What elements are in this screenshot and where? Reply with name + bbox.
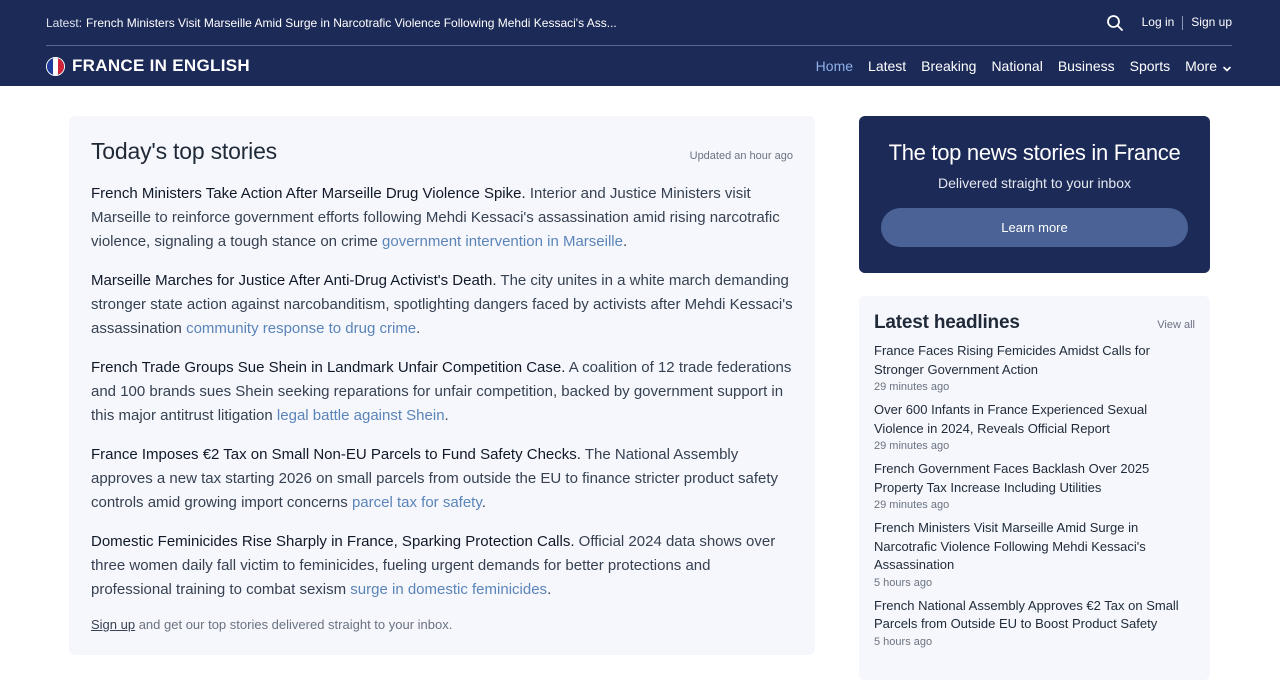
list-item xyxy=(874,519,1195,591)
brand-name: FRANCE IN ENGLISH xyxy=(72,56,250,75)
promo-subtitle: Delivered straight to your inbox xyxy=(938,175,1131,191)
french-flag-icon xyxy=(46,57,65,76)
list-item xyxy=(874,597,1195,650)
nav-more-dropdown[interactable] xyxy=(1185,58,1232,74)
newsletter-promo xyxy=(859,116,1210,273)
promo-title: The top news stories in France xyxy=(888,140,1181,165)
story-headline: Marseille Marches for Justice After Anti-Drug Activist's Death. xyxy=(91,272,497,289)
latest-headline-link[interactable]: France Faces Rising Femicides Amidst Calls for Stronger Government Action xyxy=(874,343,1150,377)
nav-national[interactable]: National xyxy=(991,58,1043,74)
site-header xyxy=(0,0,1280,86)
newsletter-signup-link[interactable]: Sign up xyxy=(91,617,136,632)
list-item xyxy=(874,342,1195,395)
signup-link[interactable]: Sign up xyxy=(1191,15,1232,30)
auth-divider xyxy=(1182,16,1183,30)
latest-headlines-header xyxy=(874,312,1195,334)
story-item: Marseille Marches for Justice After Anti-Drug Activist's Death. The city unites in a white march demanding stronger state action against narcobanditism, spotlighting dangers faced by activists after Mehdi Kessaci's assassination community response to drug crime. xyxy=(91,272,793,337)
nav-latest[interactable]: Latest xyxy=(868,58,907,74)
latest-headlines-panel xyxy=(859,296,1210,680)
ticker-headline[interactable]: French Ministers Visit Marseille Amid Surge in Narcotrafic Violence Following Mehdi Kessaci's Ass... xyxy=(86,15,617,30)
nav-home[interactable]: Home xyxy=(815,58,854,74)
latest-headlines-title: Latest headlines xyxy=(874,312,1020,333)
top-stories-panel xyxy=(69,116,815,655)
top-bar xyxy=(46,0,1232,46)
story-link[interactable]: surge in domestic feminicides xyxy=(350,581,548,598)
auth-links xyxy=(1142,15,1232,30)
nav-business[interactable]: Business xyxy=(1057,58,1115,74)
primary-nav xyxy=(816,58,1232,74)
nav-more-label: More xyxy=(1185,58,1217,74)
latest-headline-time: 5 hours ago xyxy=(874,576,933,589)
story-body: The National Assembly approves a new tax starting 2026 on small parcels from outside the EU to finance stricter product safety controls amid growing import concerns xyxy=(91,446,779,511)
ticker-label: Latest: xyxy=(46,15,83,30)
story-headline: French Ministers Take Action After Marseille Drug Violence Spike. xyxy=(91,185,526,202)
latest-headline-time: 29 minutes ago xyxy=(874,440,950,452)
story-body: Official 2024 data shows over three women daily fall victim to feminicides, fueling urgent demands for better protections and professional training to combat sexism xyxy=(91,533,776,598)
story-headline: French Trade Groups Sue Shein in Landmark Unfair Competition Case. xyxy=(91,359,566,376)
story-item: French Ministers Take Action After Marseille Drug Violence Spike. Interior and Justice Ministers visit Marseille to reinforce government efforts following Mehdi Kessaci's assassination amid rising narcotrafic violence, signaling a tough stance on crime government intervention in Marseille. xyxy=(91,185,780,250)
main-nav-bar xyxy=(46,46,1232,86)
story-body: Interior and Justice Ministers visit Marseille to reinforce government efforts following Mehdi Kessaci's assassination amid rising narcotrafic violence, signaling a tough stance on crime xyxy=(91,185,780,250)
learn-more-button[interactable]: Learn more xyxy=(881,208,1188,247)
top-actions xyxy=(1106,14,1232,32)
story-body: A coalition of 12 trade federations and 100 brands sues Shein seeking reparations for unfair competition, backed by government support in this major antitrust litigation xyxy=(91,359,792,424)
nav-sports[interactable]: Sports xyxy=(1129,58,1171,74)
updated-timestamp: Updated an hour ago xyxy=(689,150,793,162)
chevron-down-icon xyxy=(1222,61,1232,71)
nav-breaking[interactable]: Breaking xyxy=(921,58,977,74)
latest-headline-link[interactable]: French Ministers Visit Marseille Amid Surge in Narcotrafic Violence Following Mehdi Kessaci's Assassination xyxy=(874,520,1146,572)
login-link[interactable]: Log in xyxy=(1141,15,1175,30)
newsletter-signup-text: and get our top stories delivered straight to your inbox. xyxy=(135,617,453,632)
latest-headline-time: 29 minutes ago xyxy=(874,381,950,393)
latest-headline-time: 5 hours ago xyxy=(874,635,933,648)
latest-headline-link[interactable]: Over 600 Infants in France Experienced Sexual Violence in 2024, Reveals Official Report xyxy=(874,402,1148,436)
latest-ticker[interactable] xyxy=(46,16,617,30)
top-stories-title: Today's top stories xyxy=(91,138,277,164)
site-logo[interactable] xyxy=(46,56,250,76)
story-link[interactable]: government intervention in Marseille xyxy=(382,233,623,250)
list-item xyxy=(874,401,1195,454)
story-body: The city unites in a white march demanding stronger state action against narcobanditism, spotlighting dangers faced by activists after Mehdi Kessaci's assassination xyxy=(91,272,793,337)
latest-headline-link[interactable]: French Government Faces Backlash Over 2025 Property Tax Increase Including Utilities xyxy=(874,461,1150,495)
story-link[interactable]: legal battle against Shein xyxy=(276,407,445,424)
view-all-link[interactable]: View all xyxy=(1157,319,1195,331)
list-item xyxy=(874,460,1195,513)
story-headline: France Imposes €2 Tax on Small Non-EU Parcels to Fund Safety Checks. xyxy=(91,446,581,463)
story-item: Domestic Feminicides Rise Sharply in France, Sparking Protection Calls. Official 2024 data shows over three women daily fall victim to feminicides, fueling urgent demands for better protections and professional training to combat sexism surge in domestic feminicides. xyxy=(91,533,776,598)
newsletter-signup-line xyxy=(91,617,793,632)
story-headline: Domestic Feminicides Rise Sharply in France, Sparking Protection Calls. xyxy=(91,533,575,550)
latest-headline-time: 29 minutes ago xyxy=(874,499,950,511)
story-item: France Imposes €2 Tax on Small Non-EU Parcels to Fund Safety Checks. The National Assembly approves a new tax starting 2026 on small parcels from outside the EU to finance stricter product safety controls amid growing import concerns parcel tax for safety. xyxy=(91,446,779,511)
top-stories-header xyxy=(91,138,793,165)
story-item: French Trade Groups Sue Shein in Landmark Unfair Competition Case. A coalition of 12 trade federations and 100 brands sues Shein seeking reparations for unfair competition, backed by government support in this major antitrust litigation legal battle against Shein. xyxy=(91,359,792,424)
search-icon[interactable] xyxy=(1106,14,1124,32)
latest-headline-link[interactable]: French National Assembly Approves €2 Tax on Small Parcels from Outside EU to Boost Product Safety xyxy=(874,597,1179,631)
story-link[interactable]: parcel tax for safety xyxy=(351,494,482,511)
story-link[interactable]: community response to drug crime xyxy=(186,320,417,337)
